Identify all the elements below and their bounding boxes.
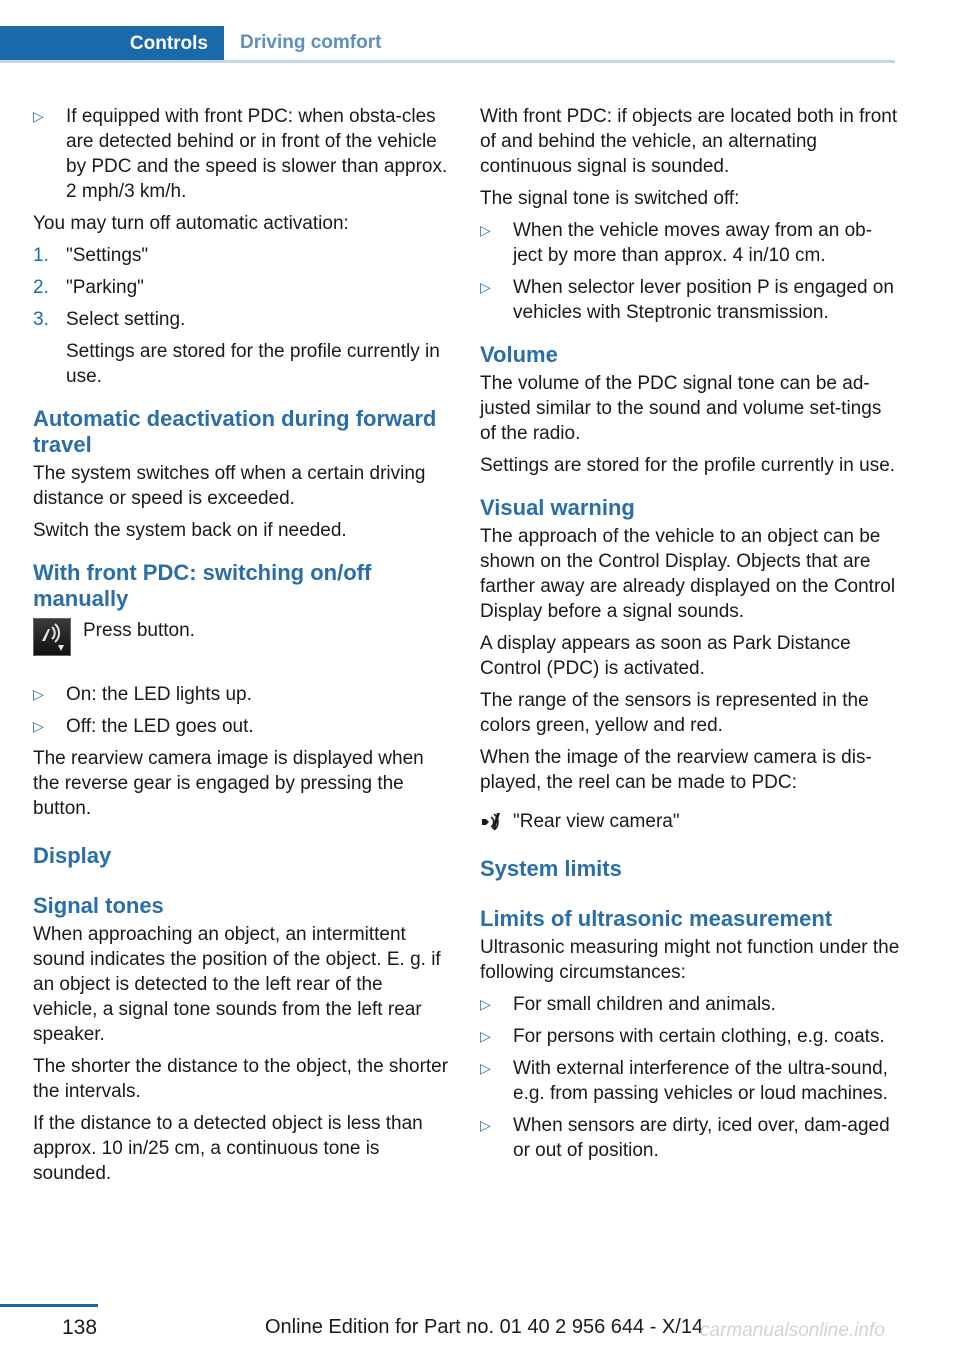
bullet-item (480, 275, 900, 325)
paragraph: The signal tone is switched off: (480, 188, 740, 209)
step-number: 2. (33, 277, 49, 298)
paragraph: When the image of the rearview camera is dis-played, the reel can be made to PDC: (480, 747, 872, 793)
step-item (33, 275, 451, 300)
heading-front-pdc: With front PDC: switching on/off manually (33, 560, 372, 611)
step-number: 1. (33, 245, 49, 266)
paragraph: Settings are stored for the profile currently in use. (480, 455, 896, 476)
footer-rule (0, 1304, 98, 1307)
bullet-item (33, 682, 451, 707)
heading-auto-deactivation: Automatic deactivation during forward travel (33, 406, 437, 457)
paragraph: The rearview camera image is displayed when the reverse gear is engaged by pressing the button. (33, 748, 424, 819)
paragraph: The range of the sensors is represented in the colors green, yellow and red. (480, 690, 869, 736)
pdc-button-row (33, 618, 451, 668)
bullet-item (480, 1113, 900, 1163)
paragraph: If the distance to a detected object is less than approx. 10 in/25 cm, a continuous tone is sounded. (33, 1113, 423, 1184)
step-item (33, 243, 451, 268)
bullet-icon: ▷ (480, 996, 491, 1012)
paragraph: The approach of the vehicle to an object can be shown on the Control Display. Objects that are farther away are already displayed on the Control Display before a signal sounds. (480, 526, 896, 622)
bullet-item (480, 992, 900, 1017)
paragraph: With front PDC: if objects are located both in front of and behind the vehicle, an alternating continuous signal is sounded. (480, 106, 898, 177)
paragraph: Ultrasonic measuring might not function under the following circumstances: (480, 937, 900, 983)
heading-volume: Volume (480, 342, 558, 367)
bullet-item (480, 1024, 900, 1049)
left-column (33, 104, 451, 1193)
heading-visual-warning: Visual warning (480, 495, 635, 520)
paragraph: You may turn off automatic activation: (33, 213, 349, 234)
bullet-icon: ▷ (480, 222, 491, 238)
paragraph: The shorter the distance to the object, the shorter the intervals. (33, 1056, 449, 1102)
edition-note: Online Edition for Part no. 01 40 2 956 644 - X/14 (265, 1316, 704, 1338)
bullet-item (480, 1056, 900, 1106)
section-label: Controls (129, 33, 208, 54)
paragraph: A display appears as soon as Park Distance Control (PDC) is activated. (480, 633, 851, 679)
subsection-tab: Driving comfort (240, 32, 382, 53)
bullet-text: Off: the LED goes out. (66, 716, 254, 737)
header-rule (0, 60, 895, 63)
bullet-item (33, 714, 451, 739)
bullet-icon: ▷ (480, 279, 491, 295)
bullet-item (33, 104, 451, 204)
bullet-text: If equipped with front PDC: when obsta-cles are detected behind or in front of the vehicle by PDC and the speed is slower than approx. 2 mph/3 km/h. (66, 106, 448, 202)
bullet-text: On: the LED lights up. (66, 684, 252, 705)
bullet-icon: ▷ (480, 1028, 491, 1044)
press-button-text: Press button. (83, 620, 195, 641)
right-column (480, 104, 900, 1170)
paragraph: The system switches off when a certain driving distance or speed is exceeded. (33, 463, 426, 509)
heading-signal-tones: Signal tones (33, 893, 164, 918)
step-text: "Parking" (66, 277, 144, 298)
step-text: Select setting. (66, 309, 186, 330)
heading-system-limits: System limits (480, 856, 622, 881)
bullet-icon: ▷ (480, 1117, 491, 1133)
bullet-text: For small children and animals. (513, 994, 776, 1015)
heading-display: Display (33, 843, 112, 868)
bullet-icon: ▷ (33, 718, 44, 734)
bullet-icon: ▷ (33, 686, 44, 702)
paragraph: Switch the system back on if needed. (33, 520, 347, 541)
watermark: carmanualsonline.info (700, 1320, 885, 1341)
bullet-text: When sensors are dirty, iced over, dam-aged or out of position. (513, 1115, 890, 1161)
paragraph: When approaching an object, an intermittent sound indicates the position of the object. E. g. if an object is detected to the left rear of the vehicle, a signal tone sounds from the left rear speaker. (33, 924, 441, 1045)
pdc-button-icon (33, 618, 71, 656)
section-tab (0, 26, 224, 62)
page-header (0, 26, 895, 62)
page-number: 138 (62, 1316, 98, 1339)
step-text: "Settings" (66, 245, 149, 266)
bullet-text: When selector lever position P is engaged on vehicles with Steptronic transmission. (513, 277, 894, 323)
bullet-item (480, 218, 900, 268)
heading-ultrasonic-limits: Limits of ultrasonic measurement (480, 906, 833, 931)
bullet-text: When the vehicle moves away from an ob-ject by more than approx. 4 in/10 cm. (513, 220, 873, 266)
step-item (33, 307, 451, 332)
bullet-icon: ▷ (480, 1060, 491, 1076)
rear-view-camera-label: "Rear view camera" (513, 811, 680, 832)
paragraph: The volume of the PDC signal tone can be ad-justed similar to the sound and volume set-tings of the radio. (480, 373, 882, 444)
step-note: Settings are stored for the profile currently in use. (66, 341, 440, 387)
step-number: 3. (33, 309, 49, 330)
rear-view-camera-row (480, 809, 900, 834)
bullet-text: For persons with certain clothing, e.g. coats. (513, 1026, 885, 1047)
bullet-text: With external interference of the ultra-sound, e.g. from passing vehicles or loud machines. (513, 1058, 888, 1104)
rear-camera-pdc-icon (480, 810, 502, 832)
bullet-icon: ▷ (33, 108, 44, 124)
